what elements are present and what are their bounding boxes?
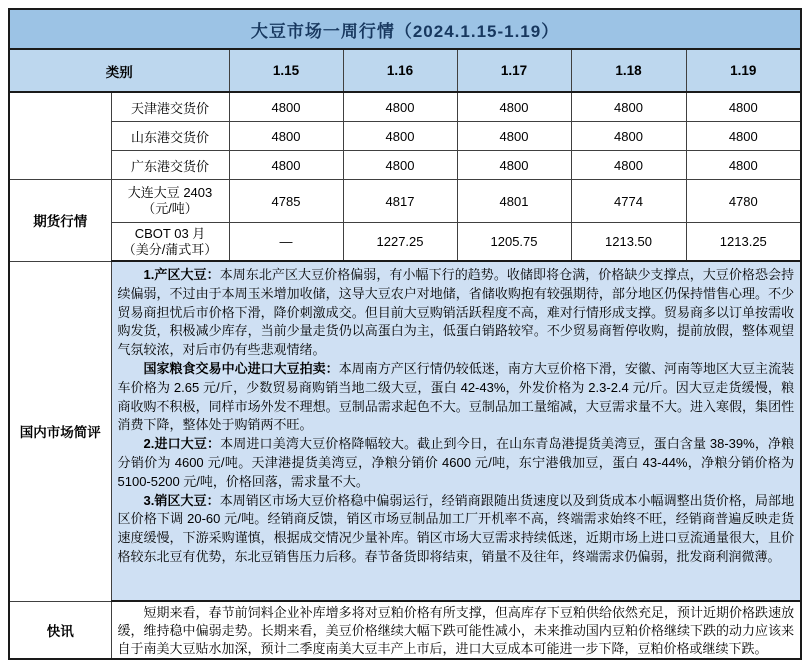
- price-cell: 1213.25: [686, 223, 801, 262]
- column-header-date-4: 1.18: [571, 49, 686, 92]
- commentary-paragraph-2: [118, 360, 795, 435]
- price-cell: 4800: [686, 151, 801, 180]
- price-cell: 4800: [343, 151, 457, 180]
- paragraph-body: 本周南方产区行情仍较低迷，南方大豆价格下滑，安徽、河南等地区大豆主流装车价格为 2.65 元/斤，少数贸易商购销当地二级大豆，蛋白 42-43%，外发价格为 2.3-2.4 元/斤。因大豆走货缓慢，粮商收购不积极，同样市场外发不理想。豆制品需求起色不大。豆制品加工量缩减，大豆需求量不大。进入寒假，集团性消费下降，整体处于购销两不旺。: [117, 360, 795, 433]
- price-cell: 4785: [229, 180, 343, 223]
- price-cell: 4800: [229, 92, 343, 122]
- page-title: 大豆市场一周行情（2024.1.15-1.19）: [9, 9, 801, 49]
- column-header-category: 类别: [9, 49, 229, 92]
- column-header-date-1: 1.15: [229, 49, 343, 92]
- row-label-line2: （元/吨）: [142, 201, 198, 216]
- price-cell: 4800: [229, 151, 343, 180]
- commentary-paragraph-3: [118, 435, 795, 491]
- price-cell: 4800: [571, 92, 686, 122]
- price-table: [8, 8, 802, 660]
- paragraph-lead: 2.进口大豆：: [143, 436, 221, 452]
- price-cell: —: [229, 223, 343, 262]
- spot-group-cell-empty: [9, 92, 111, 180]
- table-row-tianjin: [9, 92, 801, 122]
- commentary-paragraph-1: [118, 266, 795, 360]
- price-cell: 4800: [457, 92, 571, 122]
- paragraph-lead: 国家粮食交易中心进口大豆拍卖：: [143, 360, 339, 376]
- column-header-date-2: 1.16: [343, 49, 457, 92]
- paragraph-lead: 1.产区大豆：: [143, 267, 220, 282]
- table-row-dalian-futures: [9, 180, 801, 223]
- row-label: [111, 180, 229, 223]
- price-cell: 4801: [457, 180, 571, 223]
- news-text: [111, 601, 801, 659]
- price-cell: 4800: [457, 151, 571, 180]
- price-cell: 4800: [457, 122, 571, 151]
- row-label: 天津港交货价: [111, 92, 229, 122]
- row-label: 山东港交货价: [111, 122, 229, 151]
- price-cell: 4800: [571, 151, 686, 180]
- soybean-weekly-table: [8, 8, 802, 660]
- table-row-commentary: [9, 261, 801, 601]
- paragraph-body: 本周销区市场大豆价格稳中偏弱运行，经销商跟随出货速度以及到货成本小幅调整出货价格，局部地区价格下调 20-60 元/吨。经销商反馈，销区市场豆制品加工厂开机率不高，终端需求始终不旺，经销商普遍反映走货速度缓慢，下游采购谨慎，根据成交情况少量补库。销区市场大豆需求持续低迷，近期市场上进口豆流通量很大，且价格较东北豆有优势，东北豆销售压力后移。春节备货即将结束，销量不及往年，终端需求仍偏弱，批发商利润微薄。: [117, 492, 795, 564]
- commentary-label: 国内市场简评: [9, 261, 111, 601]
- table-row-shandong: [9, 122, 801, 151]
- table-row-news: [9, 601, 801, 659]
- price-cell: 1227.25: [343, 223, 457, 262]
- price-cell: 4800: [343, 92, 457, 122]
- price-cell: 4780: [686, 180, 801, 223]
- commentary-paragraph-4: [118, 492, 795, 567]
- price-cell: 1213.50: [571, 223, 686, 262]
- news-paragraph: 短期来看，春节前饲料企业补库增多将对豆粕价格有所支撑，但高库存下豆粕供给依然充足，预计近期价格跌速放缓，维持稳中偏弱走势。长期来看，美豆价格继续大幅下跌可能性减小，未来推动国内豆粕价格继续下跌的动力应该来自于南美大豆贴水加深，预计二季度南美大豆丰产上市后，进口大豆成本可能进一步下降，豆粕价格或继续下跌。: [117, 605, 795, 656]
- price-cell: 4800: [686, 122, 801, 151]
- paragraph-body: 本周进口美湾大豆价格降幅较大。截止到今日，在山东青岛港提货美湾豆，蛋白含量 38-39%，净粮分销价为 4600 元/吨。天津港提货美湾豆，净粮分销价 4600 元/吨，东宁港俄加豆，蛋白 43-44%，净粮分销价格为 5100-5200 元/吨，价格回落，需求量不大。: [117, 436, 795, 489]
- column-header-date-5: 1.19: [686, 49, 801, 92]
- paragraph-lead: 3.销区大豆：: [143, 492, 220, 508]
- row-label-line1: 大连大豆 2403: [127, 185, 213, 200]
- row-label-line2: （美分/蒲式耳）: [122, 241, 218, 257]
- table-row-cbot-futures: [9, 223, 801, 262]
- row-label-line1: CBOT 03 月: [134, 225, 206, 241]
- price-cell: 1205.75: [457, 223, 571, 262]
- price-cell: 4800: [571, 122, 686, 151]
- price-cell: 4800: [343, 122, 457, 151]
- price-cell: 4817: [343, 180, 457, 223]
- header-row: [9, 49, 801, 92]
- price-cell: 4774: [571, 180, 686, 223]
- price-cell: 4800: [229, 122, 343, 151]
- paragraph-body: 本周东北产区大豆价格偏弱，有小幅下行的趋势。收储即将仓满，价格缺少支撑点，大豆价格恐会持续偏弱，不过由于本周玉米增加收储，这导大豆农户对地储，省储收购抱有较强期待，部分地区仍保持惜售心理。不少贸易商担忧后市价格下滑，降价刺激成交。但目前大豆购销活跃程度不高，难对行情形成支撑。贸易商多以订单按需收购发货，积极减少库存，当前少量走货仍以高蛋白为主，低蛋白销路较窄。不少贸易商暂停收购，提前放假，整体观望气氛较浓，对后市仍有些悲观情绪。: [117, 267, 795, 358]
- row-label: [111, 223, 229, 262]
- table-row-guangdong: [9, 151, 801, 180]
- commentary-text: [111, 261, 801, 601]
- title-row: [9, 9, 801, 49]
- news-label: 快讯: [9, 601, 111, 659]
- futures-group-label: 期货行情: [9, 180, 111, 262]
- column-header-date-3: 1.17: [457, 49, 571, 92]
- price-cell: 4800: [686, 92, 801, 122]
- row-label: 广东港交货价: [111, 151, 229, 180]
